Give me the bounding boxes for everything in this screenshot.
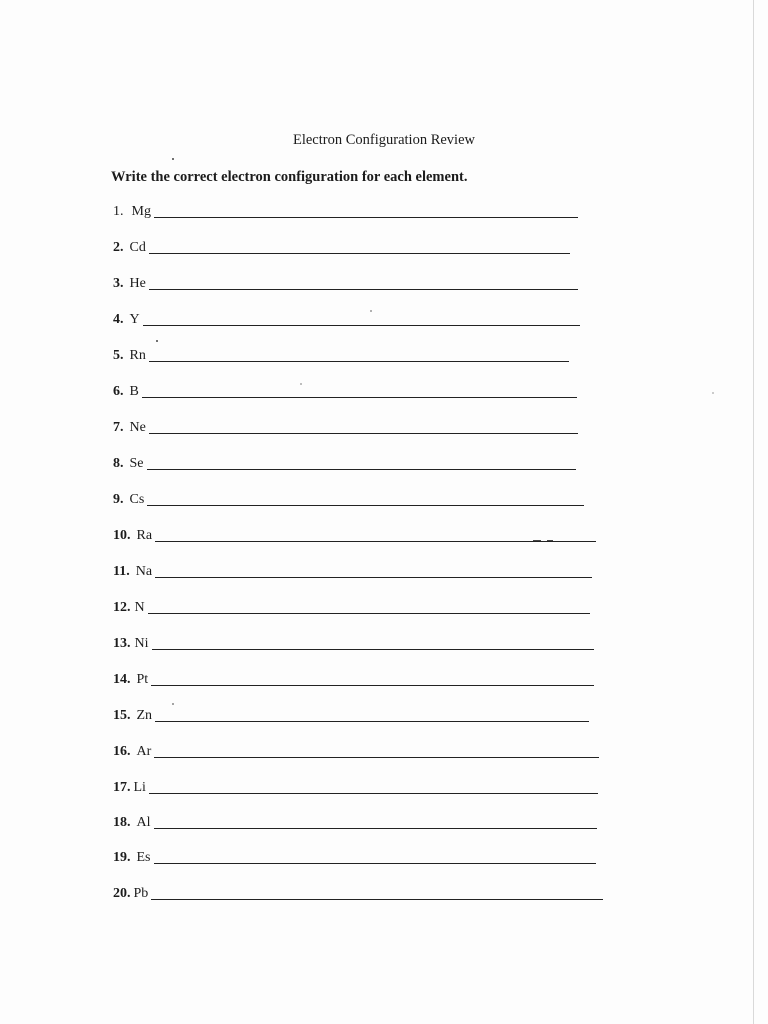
question-number: 17. [113,780,131,795]
answer-line[interactable] [148,613,590,614]
question-6 [113,382,577,400]
question-number: 1. [113,204,124,219]
element-symbol: Ar [136,744,152,759]
question-16 [113,742,599,760]
scan-speck [533,540,541,541]
question-5 [113,346,569,364]
element-symbol: Pb [133,886,149,901]
question-20 [113,884,603,902]
answer-line[interactable] [155,541,596,542]
answer-line[interactable] [151,899,603,900]
answer-line[interactable] [149,793,598,794]
scan-edge-line [753,0,754,1024]
answer-line[interactable] [154,757,599,758]
worksheet-instruction: Write the correct electron configuration for each element. [111,169,468,185]
worksheet-title-text: Electron Configuration Review [292,132,475,148]
question-17 [113,778,598,796]
answer-line[interactable] [149,361,569,362]
element-symbol: He [129,276,146,291]
element-symbol: N [134,600,145,615]
question-10 [113,526,596,544]
question-12 [113,598,590,616]
question-number: 13. [113,636,131,651]
question-number: 19. [113,850,131,865]
question-number: 6. [113,384,124,399]
element-symbol: Li [133,780,146,795]
question-number: 20. [113,886,131,901]
answer-line[interactable] [155,721,589,722]
question-9 [113,490,584,508]
element-symbol: Ne [129,420,146,435]
question-1 [113,202,578,220]
question-number: 12. [113,600,131,615]
answer-line[interactable] [142,397,577,398]
question-15 [113,706,589,724]
question-number: 15. [113,708,131,723]
question-13 [113,634,594,652]
worksheet-title [0,132,768,149]
scan-speck [172,703,174,705]
question-11 [113,562,592,580]
question-number: 14. [113,672,131,687]
element-symbol: Es [136,850,151,865]
answer-line[interactable] [154,217,578,218]
answer-line[interactable] [147,505,584,506]
question-number: 5. [113,348,124,363]
answer-line[interactable] [154,828,597,829]
question-number: 9. [113,492,124,507]
question-number: 18. [113,815,131,830]
question-7 [113,418,578,436]
question-8 [113,454,576,472]
scan-speck [370,310,372,312]
question-number: 4. [113,312,124,327]
question-18 [113,813,597,831]
scan-speck [547,540,553,541]
question-number: 2. [113,240,124,255]
question-14 [113,670,594,688]
element-symbol: Zn [136,708,153,723]
scan-speck [712,392,714,394]
question-number: 16. [113,744,131,759]
question-number: 11. [113,564,130,579]
answer-line[interactable] [152,649,594,650]
element-symbol: Ni [134,636,149,651]
answer-line[interactable] [149,253,570,254]
question-3 [113,274,578,292]
question-number: 8. [113,456,124,471]
question-number: 7. [113,420,124,435]
element-symbol: Pt [136,672,149,687]
scan-speck [172,158,174,160]
question-number: 10. [113,528,131,543]
element-symbol: Y [129,312,140,327]
element-symbol: Ra [136,528,153,543]
answer-line[interactable] [147,469,576,470]
scan-speck [156,340,158,342]
answer-line[interactable] [143,325,580,326]
element-symbol: Mg [131,204,151,219]
element-symbol: Cs [129,492,145,507]
scan-speck [300,383,302,385]
question-4 [113,310,580,328]
question-number: 3. [113,276,124,291]
element-symbol: Al [136,815,151,830]
element-symbol: Rn [129,348,146,363]
element-symbol: B [129,384,139,399]
answer-line[interactable] [149,289,578,290]
element-symbol: Se [129,456,144,471]
answer-line[interactable] [154,863,596,864]
element-symbol: Na [135,564,153,579]
answer-line[interactable] [149,433,578,434]
element-symbol: Cd [129,240,146,255]
question-19 [113,848,596,866]
answer-line[interactable] [155,577,592,578]
answer-line[interactable] [151,685,594,686]
question-2 [113,238,570,256]
